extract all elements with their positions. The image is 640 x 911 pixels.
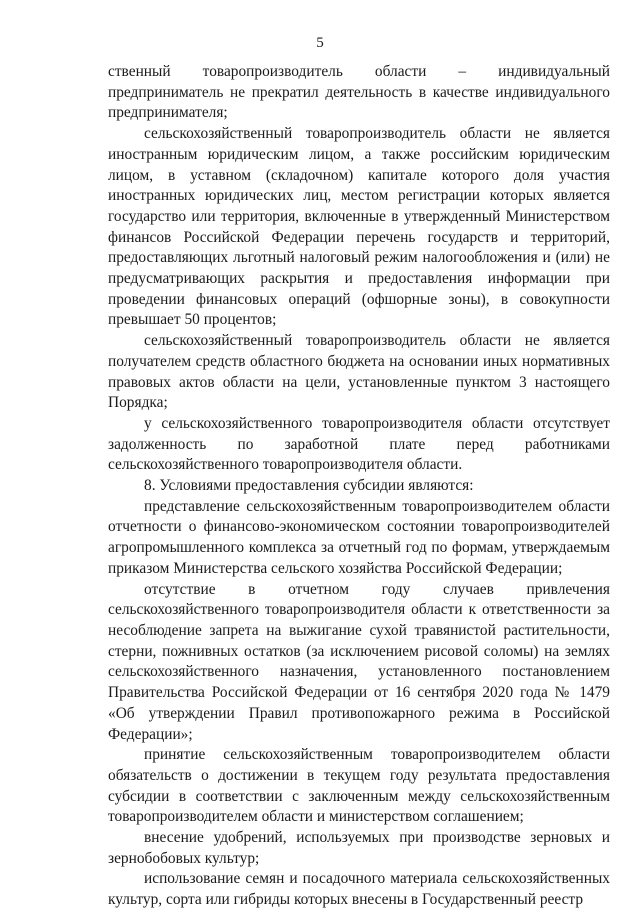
document-body bbox=[108, 62, 610, 911]
paragraph-seeds-condition: использование семян и посадочного материала сельскохозяйственных культур, сорта или гибриды которых внесены в Государственный реестр bbox=[108, 870, 610, 909]
page-number: 5 bbox=[316, 35, 324, 51]
paragraph-reporting-condition: представление сельскохозяйственным товаропроизводителем области отчетности о финансово-экономическом состоянии товаропроизводителей агропромышленного комплекса за отчетный год по формам, утверждаемым приказом Министерства сельского хозяйства Российской Федерации; bbox=[108, 497, 610, 577]
paragraph-foreign-entity-condition: сельскохозяйственный товаропроизводитель области не является иностранным юридическим лицом, а также российским юридическим лицом, в уставном (складочном) капитале которого доля участия иностранных юридических лиц, местом регистрации которых является государство или территория, включенные в утвержденный Министерством финансов Российской Федерации перечень государств и территорий, предоставляющих льготный налоговый режим налогообложения и (или) не предусматривающих раскрытия и предоставления информации при проведении финансовых операций (офшорные зоны), в совокупности превышает 50 процентов; bbox=[108, 125, 610, 329]
paragraph-burning-ban-condition: отсутствие в отчетном году случаев привлечения сельскохозяйственного товаропроизводителя области к ответственности за несоблюдение запрета на выжигание сухой травянистой растительности, стерни, пожнивных остатков (за исключением рисовой соломы) на землях сельскохозяйственного назначения, установленного постановлением Правительства Российской Федерации от 16 сентября 2020 года № 1479 «Об утверждении Правил противопожарного режима в Российской Федерации»; bbox=[108, 580, 610, 743]
paragraph-continuation: ственный товаропроизводитель области – индивидуальный предприниматель не прекратил деятельность в качестве индивидуального предпринимателя; bbox=[108, 63, 610, 122]
paragraph-obligations-condition: принятие сельскохозяйственным товаропроизводителем области обязательств о достижении в текущем году результата предоставления субсидии в соответствии с заключенным между сельскохозяйственным товаропроизводителем области и министерством соглашением; bbox=[108, 746, 610, 826]
paragraph-salary-debt-condition: у сельскохозяйственного товаропроизводителя области отсутствует задолженность по заработной плате перед работниками сельскохозяйственного товаропроизводителя области. bbox=[108, 414, 610, 474]
paragraph-budget-funds-condition: сельскохозяйственный товаропроизводитель области не является получателем средств областного бюджета на основании иных нормативных правовых актов области на цели, установленные пунктом 3 настоящего Порядка; bbox=[108, 332, 610, 412]
paragraph-section-8-heading: 8. Условиями предоставления субсидии являются: bbox=[144, 477, 474, 495]
paragraph-fertilizer-condition: внесение удобрений, используемых при производстве зерновых и зернобобовых культур; bbox=[108, 829, 610, 867]
